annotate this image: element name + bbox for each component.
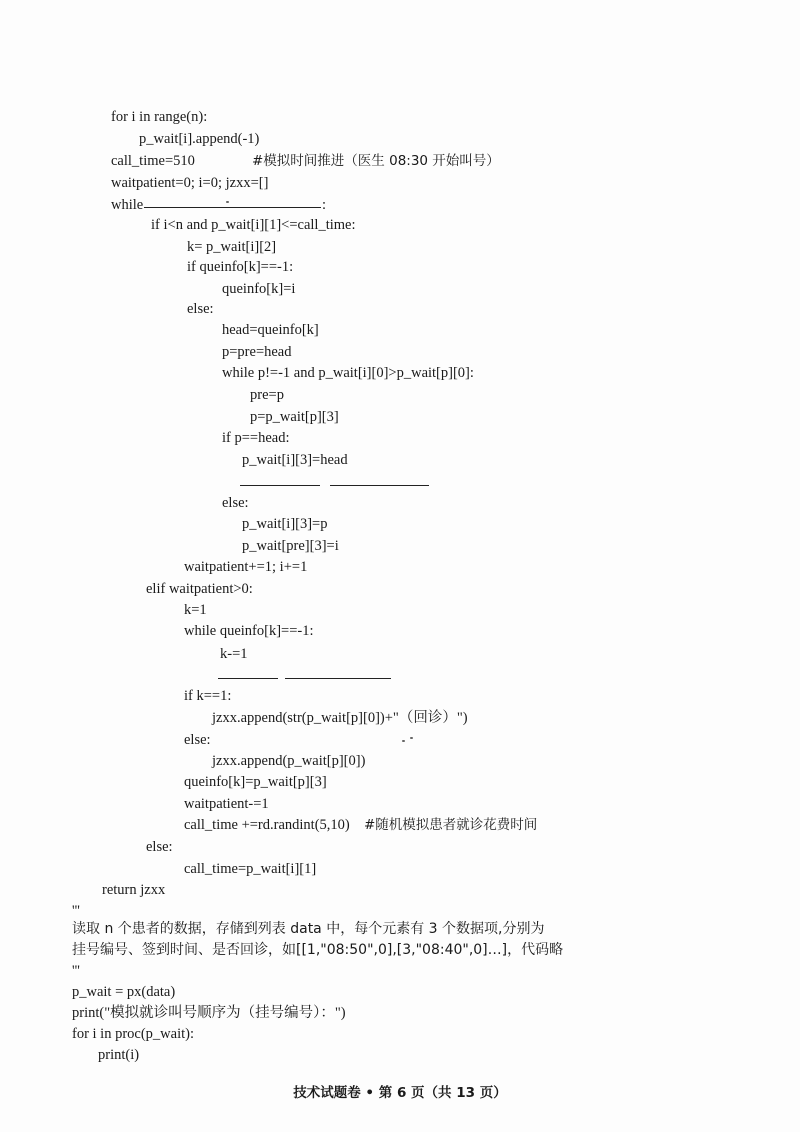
code-line-k-1: k=1	[184, 602, 207, 618]
code-line-while-queinfo: while queinfo[k]==-1:	[184, 623, 314, 639]
code-line-waitpatient-inc: waitpatient+=1; i+=1	[184, 559, 308, 575]
code-line-while-prefix: while	[111, 197, 144, 213]
fill-in-blank-3a	[218, 678, 278, 679]
page-footer: 技术试题卷 • 第 6 页（共 13 页）	[293, 1085, 507, 1101]
code-line-waitpatient-dec: waitpatient-=1	[184, 796, 269, 812]
code-line-return: return jzxx	[102, 882, 166, 898]
code-line-p-wait-pre: p_wait[pre][3]=i	[242, 538, 339, 554]
code-line-append-revisit: jzxx.append(str(p_wait[p][0])+"（回诊）")	[212, 710, 468, 726]
code-line-docstring-open: '''	[72, 903, 80, 919]
code-line-append: p_wait[i].append(-1)	[139, 131, 260, 147]
code-line-pre-p: pre=p	[250, 387, 284, 403]
code-line-call-time-rand: call_time +=rd.randint(5,10)	[184, 817, 350, 833]
code-line-p-pre: p=pre=head	[222, 344, 292, 360]
code-line-queinfo-assign: queinfo[k]=i	[222, 281, 296, 297]
code-line-px-data: p_wait = px(data)	[72, 984, 176, 1000]
fill-in-blank-2b	[330, 485, 429, 486]
code-line-docstring-close: '''	[72, 963, 80, 979]
code-line-init-vars: waitpatient=0; i=0; jzxx=[]	[111, 175, 269, 191]
fill-in-blank-2a	[240, 485, 320, 486]
code-comment-call-time: #模拟时间推进（医生 08:30 开始叫号）	[252, 153, 500, 169]
code-line-queinfo-next: queinfo[k]=p_wait[p][3]	[184, 774, 327, 790]
code-line-k-dec: k-=1	[220, 646, 248, 662]
code-line-else-1: else:	[187, 301, 214, 317]
fill-in-blank-1	[144, 207, 321, 208]
code-line-while-suffix: :	[322, 197, 327, 213]
scan-speck	[226, 201, 229, 203]
code-line-for-proc: for i in proc(p_wait):	[72, 1026, 195, 1042]
code-line-if-k1: if k==1:	[184, 688, 232, 704]
description-line-2: 挂号编号、签到时间、是否回诊，如[[1,"08:50",0],[3,"08:40",0]…]，代码略	[72, 942, 564, 958]
code-comment-random: #随机模拟患者就诊花费时间	[364, 817, 538, 833]
fill-in-blank-3b	[285, 678, 391, 679]
code-line-p-next: p=p_wait[p][3]	[250, 409, 339, 425]
code-line-print-title: print("模拟就诊叫号顺序为（挂号编号）：")	[72, 1005, 346, 1021]
code-line-else-3: else:	[184, 732, 211, 748]
description-line-1: 读取 n 个患者的数据，存储到列表 data 中，每个元素有 3 个数据项,分别为	[72, 921, 545, 937]
code-line-print-i: print(i)	[98, 1047, 140, 1063]
code-line-while-p: while p!=-1 and p_wait[i][0]>p_wait[p][0]:	[222, 365, 474, 381]
code-line-if-head: if p==head:	[222, 430, 290, 446]
code-line-k-assign: k= p_wait[i][2]	[187, 239, 277, 255]
code-line-else-2: else:	[222, 495, 249, 511]
code-line-if-call-time: if i<n and p_wait[i][1]<=call_time:	[151, 217, 356, 233]
code-line-head: head=queinfo[k]	[222, 322, 319, 338]
code-line-else-4: else:	[146, 839, 173, 855]
code-line-call-time-assign: call_time=p_wait[i][1]	[184, 861, 317, 877]
code-line-append-normal: jzxx.append(p_wait[p][0])	[212, 753, 366, 769]
code-line-p-wait-p: p_wait[i][3]=p	[242, 516, 328, 532]
code-line-call-time: call_time=510	[111, 153, 195, 169]
code-line-for-range: for i in range(n):	[111, 109, 208, 125]
code-line-elif: elif waitpatient>0:	[146, 581, 253, 597]
code-line-p-wait-head: p_wait[i][3]=head	[242, 452, 348, 468]
code-line-if-queinfo: if queinfo[k]==-1:	[187, 259, 294, 275]
scan-speck	[402, 740, 405, 742]
scan-speck	[410, 737, 413, 739]
